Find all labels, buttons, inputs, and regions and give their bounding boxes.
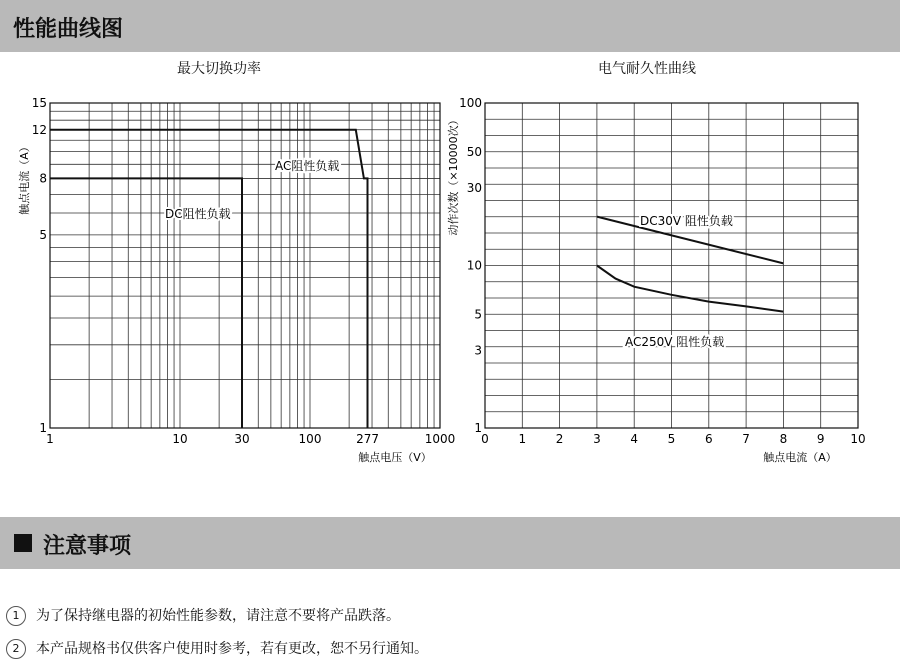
x-tick-label: 7 (742, 432, 750, 446)
x-tick-label: 6 (704, 432, 713, 446)
x-tick-label: 0 (481, 432, 489, 446)
series-line-ac (50, 130, 368, 428)
x-tick-label: 1 (46, 432, 54, 446)
series-line-ac250v (597, 266, 784, 312)
series-label-ac250v: AC250V 阻性负载 (625, 335, 725, 349)
y-tick-label: 5 (39, 227, 47, 242)
x-tick-label: 1 (518, 432, 527, 446)
notice-text: 为了保持继电器的初始性能参数，请注意不要将产品跌落。 (36, 608, 400, 624)
square-bullet-icon (14, 534, 32, 552)
x-axis-label: 触点电流（A） (763, 451, 837, 464)
x-tick-label: 100 (298, 432, 322, 446)
x-tick-label: 10 (172, 432, 188, 446)
y-tick-label: 12 (31, 122, 47, 137)
y-axis-label: 触点电流（A） (18, 141, 31, 215)
x-tick-label: 8 (779, 432, 788, 446)
series-label-dc: DC阻性负载 (165, 207, 231, 221)
x-tick-label: 9 (816, 432, 825, 446)
x-tick-label: 10 (850, 432, 866, 446)
y-tick-label: 50 (466, 144, 482, 159)
x-tick-label: 1000 (424, 432, 456, 446)
notice-title: 注意事项 (43, 534, 132, 559)
x-tick-label: 3 (593, 432, 601, 446)
series-label-dc30v: DC30V 阻性负载 (640, 214, 733, 228)
y-tick-label: 1 (39, 421, 47, 435)
notice-item (6, 605, 400, 626)
x-tick-label: 5 (667, 432, 676, 446)
notice-number: 2 (6, 639, 26, 659)
chart-title-left: 最大切换功率 (177, 61, 261, 77)
x-tick-label: 277 (356, 432, 379, 446)
y-tick-label: 15 (31, 96, 47, 110)
series-label-ac: AC阻性负载 (275, 159, 340, 173)
x-tick-label: 2 (555, 432, 564, 446)
page-title: 性能曲线图 (13, 17, 124, 42)
y-tick-label: 1 (474, 421, 482, 435)
y-tick-label: 3 (474, 343, 482, 358)
x-axis-label: 触点电压（V） (358, 451, 432, 464)
notice-bar (0, 517, 900, 569)
y-tick-label: 8 (39, 171, 47, 186)
notice-text: 本产品规格书仅供客户使用时参考，若有更改，恕不另行通知。 (36, 641, 428, 657)
y-tick-label: 30 (466, 180, 482, 195)
y-tick-label: 10 (466, 258, 482, 273)
y-tick-label: 100 (459, 96, 482, 110)
x-tick-label: 4 (630, 432, 639, 446)
x-tick-label: 30 (234, 432, 250, 446)
y-axis-label: 动作次数（×10000次） (447, 114, 460, 236)
chart-title-right: 电气耐久性曲线 (598, 61, 696, 77)
notice-number: 1 (6, 606, 26, 626)
y-tick-label: 5 (474, 307, 482, 322)
